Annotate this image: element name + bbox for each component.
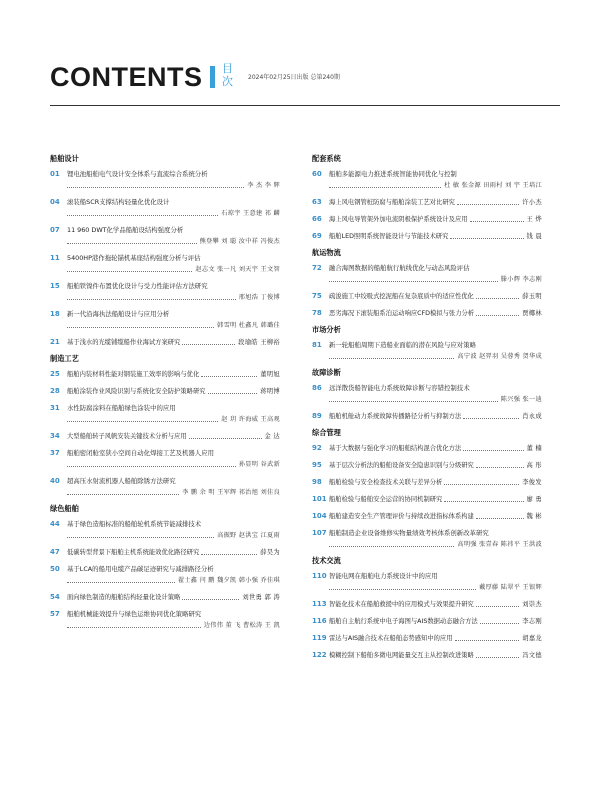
article-authors: 蒋明博 — [260, 388, 280, 395]
article-title: 基于绿色造船标准的船舶轮机系统节能减排技术 — [67, 520, 202, 528]
article-title: 滚装船SCR支撑结构轻量化优化设计 — [67, 198, 170, 206]
article-title: 船舶自主航行系统中电子海图与AIS数据动态融合方法 — [329, 618, 478, 625]
author-line — [67, 575, 280, 586]
section-heading: 故障诊断 — [312, 368, 341, 377]
article-title: 船舶检验与安全检查技术关联与差异分析 — [329, 479, 443, 486]
article-authors: 孙显明 谷武新 — [238, 461, 280, 468]
page-number: 40 — [50, 477, 60, 485]
article-title: 融合海图数据的船舶航行航线优化与动态风险评估 — [329, 264, 470, 272]
article-authors: 翟士鑫 闫 鹏 魏夕凯 韩小强 乔佳琪 — [177, 577, 280, 584]
article-authors: 刘世勇 郭 涛 — [242, 594, 280, 601]
section-heading: 技术交流 — [312, 556, 341, 565]
section-heading: 市场分析 — [312, 325, 341, 334]
dot-leader — [444, 500, 523, 502]
entry-line — [329, 599, 542, 610]
article-authors: 冯文德 — [522, 652, 542, 659]
article-title: 模糊控制下船舶多微电网能量交互主从控制改进策略 — [329, 652, 474, 659]
entry-line — [329, 197, 542, 208]
right-column — [312, 148, 542, 667]
article-title: 基于大数据与强化学习的船舶结构混合优化方法 — [329, 445, 462, 452]
entry-line — [329, 494, 542, 505]
entry-line — [329, 214, 542, 225]
toc-entry[interactable] — [312, 231, 542, 242]
page-number: 92 — [312, 444, 322, 452]
author-line — [67, 292, 280, 303]
toc-entry[interactable] — [50, 448, 280, 470]
author-line — [67, 264, 280, 275]
page-number: 66 — [312, 215, 322, 223]
dot-leader — [182, 598, 239, 600]
toc-entry[interactable] — [50, 253, 280, 275]
contents-header — [50, 58, 560, 98]
article-authors: 戴厚藤 陆翠平 王银辉 — [479, 584, 542, 591]
toc-entry[interactable] — [312, 460, 542, 471]
article-authors: 赵 玥 许海威 王高观 — [221, 416, 280, 423]
article-authors: 钱 晨 — [526, 233, 542, 240]
dot-leader — [201, 553, 257, 555]
toc-entry[interactable] — [312, 197, 542, 208]
article-title: 船舶建造安全生产管理评价与持续改进指标体系构建 — [329, 513, 474, 520]
author-line — [67, 530, 280, 541]
entry-line — [329, 616, 542, 627]
page-number: 122 — [312, 651, 327, 659]
dot-leader — [67, 581, 175, 583]
dot-leader — [476, 517, 524, 519]
dot-leader — [329, 186, 441, 188]
toc-entry[interactable] — [50, 431, 280, 442]
dot-leader — [67, 242, 197, 244]
article-title: 船舶LED照明系统智能设计与节能技术研究 — [329, 233, 449, 240]
article-authors: 熊登攀 刘 聪 汝中祥 冯俊杰 — [199, 238, 280, 245]
article-title: 11 960 DWT化学品船舶设结构强度分析 — [67, 226, 184, 234]
article-authors: 肖永成 — [522, 413, 542, 420]
section-heading: 配套系统 — [312, 154, 341, 163]
page-number: 78 — [312, 309, 322, 317]
article-title: 船舶机舱动力系统故障传播路径分析与抑制方法 — [329, 413, 462, 420]
article-title: 水性防腐涂料在船舶绿色涂装中的应用 — [67, 404, 176, 412]
section-heading: 航运物流 — [312, 248, 341, 257]
article-title: 5400HP港作拖轮锚机基座结构强度分析与评估 — [67, 254, 201, 262]
author-line — [329, 539, 542, 550]
page-number: 50 — [50, 565, 60, 573]
author-line — [67, 459, 280, 470]
dot-leader — [329, 400, 498, 402]
toc-entry[interactable] — [50, 547, 280, 558]
toc-entry[interactable] — [50, 386, 280, 397]
article-title: 锂电池船舶电气设计安全体系与直流综合系统分析 — [67, 170, 208, 178]
toc-entry[interactable] — [312, 633, 542, 644]
article-authors: 陈兴强 张一迪 — [500, 396, 542, 403]
page-number: 113 — [312, 600, 327, 608]
page-number: 37 — [50, 449, 60, 457]
page-number: 110 — [312, 572, 327, 580]
dot-leader — [457, 203, 519, 205]
article-authors: 段瑜皓 王柳裕 — [238, 339, 280, 346]
page-number: 75 — [312, 292, 322, 300]
toc-entry[interactable] — [50, 225, 280, 247]
article-authors: 薛昊为 — [260, 549, 280, 556]
page-number: 31 — [50, 404, 60, 412]
page-number: 86 — [312, 384, 322, 392]
article-title: 超高压水射流机器人船舶除锈方法研究 — [67, 477, 176, 485]
article-title: 船舶多能源电力推进系统智能协同优化与控制 — [329, 170, 457, 178]
dot-leader — [329, 280, 498, 282]
dot-leader — [67, 298, 236, 300]
article-title: 海上风电导管架外加电流阴极保护系统设计及应用 — [329, 216, 468, 223]
page-number: 25 — [50, 370, 60, 378]
toc-entry[interactable] — [50, 309, 280, 331]
article-title: 智能电网在船舶电力系统设计中的应用 — [329, 572, 438, 580]
author-line — [67, 236, 280, 247]
article-title: 智能化技术在船舶救援中的应用模式与效果提升研究 — [329, 601, 474, 608]
article-title: 船舶检验与船舶安全运营的协同机制研究 — [329, 496, 443, 503]
article-authors: 滕小辉 李志刚 — [500, 276, 542, 283]
toc-entry[interactable] — [50, 476, 280, 498]
entry-line — [329, 308, 542, 319]
toc-entry[interactable] — [50, 197, 280, 219]
author-line — [329, 394, 542, 405]
toc-entry[interactable] — [312, 477, 542, 488]
toc-entry[interactable] — [50, 609, 280, 631]
toc-entry[interactable] — [312, 214, 542, 225]
page-number: 98 — [312, 478, 322, 486]
article-authors: 刘崇杰 — [522, 601, 542, 608]
toc-entry[interactable] — [50, 519, 280, 541]
header-divider — [50, 105, 560, 106]
entry-line — [329, 511, 542, 522]
dot-leader — [67, 493, 179, 495]
article-authors: 高 彤 — [526, 462, 542, 469]
entry-line — [67, 431, 280, 442]
article-title: 新一代沿海执法船舶设计与应用分析 — [67, 310, 170, 318]
toc-entry[interactable] — [312, 650, 542, 661]
author-line — [67, 414, 280, 425]
entry-line — [329, 650, 542, 661]
article-authors: 赵志文 张一凡 刘天宇 王文智 — [195, 266, 280, 273]
page-number: 89 — [312, 412, 322, 420]
dot-leader — [67, 214, 218, 216]
article-title: 基于LCA的船用电缆产品碳足迹研究与减排路径分析 — [67, 565, 214, 573]
article-authors: 魏 彬 — [526, 513, 542, 520]
article-title: 船舶机械能效提升与绿色运维协同优化策略研究 — [67, 610, 202, 618]
chinese-title: 目次 — [222, 62, 233, 88]
page-number: 72 — [312, 264, 322, 272]
article-authors: 李 鹏 余 明 王军辉 祁治旭 刘佳良 — [182, 489, 280, 496]
entry-line — [67, 337, 280, 348]
dot-leader — [329, 357, 454, 359]
page-number: 11 — [50, 254, 60, 262]
page-number: 116 — [312, 617, 327, 625]
article-authors: 许小杰 — [522, 199, 542, 206]
article-authors: 高明强 张壹春 陈祎平 王洪波 — [457, 541, 542, 548]
author-line — [67, 320, 280, 331]
article-authors: 贾椰林 — [522, 310, 542, 317]
author-line — [329, 582, 542, 593]
page-number: 04 — [50, 198, 60, 206]
page-number: 34 — [50, 432, 60, 440]
page-number: 119 — [312, 634, 327, 642]
article-title: 大型船舶转子风帆安装关键技术分析与应用 — [67, 433, 187, 440]
issue-info: 2024年02月25日出版 总第240期 — [248, 74, 340, 81]
dot-leader — [480, 622, 520, 624]
article-title: 船舶内装材料性能对钢装施工效率的影响与优化 — [67, 371, 200, 378]
entry-line — [67, 386, 280, 397]
page-number: 104 — [312, 512, 327, 520]
page-number: 44 — [50, 520, 60, 528]
dot-leader — [476, 605, 519, 607]
toc-entry[interactable] — [312, 263, 542, 285]
article-authors: 高振野 赵洪宝 江夏雨 — [217, 532, 280, 539]
article-authors: 金 达 — [264, 433, 280, 440]
page-number: 54 — [50, 593, 60, 601]
entry-line — [329, 633, 542, 644]
entry-line — [329, 411, 542, 422]
dot-leader — [476, 656, 519, 658]
section-heading: 制造工艺 — [50, 354, 79, 363]
toc-entry[interactable] — [312, 511, 542, 522]
toc-entry[interactable] — [312, 291, 542, 302]
dot-leader — [329, 545, 454, 547]
article-authors: 高宁波 赵羿羽 吴蓉秀 贺华成 — [457, 353, 542, 360]
dot-leader — [201, 375, 257, 377]
page-number: 07 — [50, 226, 60, 234]
toc-entry[interactable] — [312, 494, 542, 505]
dot-leader — [67, 536, 214, 538]
toc-entry[interactable] — [50, 403, 280, 425]
article-authors: 廖 勇 — [526, 496, 542, 503]
section-heading: 船舶设计 — [50, 154, 79, 163]
entry-line — [67, 547, 280, 558]
article-title: 低碳转型背景下船舶主机系统能效优化路径研究 — [67, 549, 200, 556]
article-title: 远洋散货船智能电力系统故障诊断与容错控制技术 — [329, 384, 470, 392]
dot-leader — [476, 297, 519, 299]
dot-leader — [463, 417, 519, 419]
dot-leader — [67, 626, 201, 628]
toc-entry[interactable] — [50, 281, 280, 303]
toc-entry[interactable] — [312, 383, 542, 405]
entry-line — [329, 460, 542, 471]
entry-line — [67, 369, 280, 380]
article-title: 面向绿色制造的船舶结构轻量化设计策略 — [67, 594, 181, 601]
article-authors: 杜 敏 张金源 田雨村 刘 宇 王培江 — [444, 182, 542, 189]
article-authors: 李志刚 — [522, 618, 542, 625]
article-authors: 董 楠 — [526, 445, 542, 452]
article-authors: 李俊发 — [522, 479, 542, 486]
entry-line — [329, 291, 542, 302]
toc-entry[interactable] — [50, 592, 280, 603]
entry-line — [67, 592, 280, 603]
article-authors: 边伟伟 董 飞 曹松涛 王 凯 — [203, 622, 280, 629]
entry-line — [329, 477, 542, 488]
accent-bar — [210, 66, 215, 88]
toc-entry[interactable] — [312, 308, 542, 319]
toc-entry[interactable] — [312, 616, 542, 627]
article-title: 船舶制造企业设备维修实物量绩效考核体系创新改革研究 — [329, 529, 489, 537]
entry-line — [329, 443, 542, 454]
article-title: 恶劣海况下滚装船系泊运动响应CFD模拟与张力分析 — [329, 310, 475, 317]
page-number: 101 — [312, 495, 327, 503]
contents-heading: CONTENTS — [50, 62, 203, 92]
section-heading: 绿色船舶 — [50, 504, 79, 513]
toc-entry[interactable] — [312, 571, 542, 593]
page-number: 28 — [50, 387, 60, 395]
dot-leader — [463, 449, 523, 451]
dot-leader — [444, 483, 519, 485]
author-line — [67, 208, 280, 219]
dot-leader — [476, 466, 524, 468]
page-number: 95 — [312, 461, 322, 469]
dot-leader — [476, 314, 519, 316]
dot-leader — [329, 588, 476, 590]
entry-line — [329, 231, 542, 242]
article-authors: 石琼宇 王意建 祁 麟 — [221, 210, 280, 217]
dot-leader — [455, 639, 520, 641]
page-number: 69 — [312, 232, 322, 240]
article-title: 船舶铁镍件布置优化设计与受力性能评估方法研究 — [67, 282, 208, 290]
page-number: 60 — [312, 170, 322, 178]
page-number: 57 — [50, 610, 60, 618]
dot-leader — [182, 343, 235, 345]
author-line — [67, 180, 280, 191]
article-authors: 李 杰 李 辉 — [247, 182, 280, 189]
page-number: 47 — [50, 548, 60, 556]
article-authors: 邢旭浩 丁俊博 — [238, 294, 280, 301]
article-authors: 薛玉明 — [522, 293, 542, 300]
article-title: 海上风电钢管桩防腐与船舶涂装工艺对比研究 — [329, 199, 455, 206]
article-title: 基于浅水的光缆铺缆船作业海试方案研究 — [67, 339, 181, 346]
toc-entry[interactable] — [50, 169, 280, 191]
toc-entry[interactable] — [50, 337, 280, 348]
page-number: 21 — [50, 338, 60, 346]
section-heading: 综合管理 — [312, 428, 341, 437]
article-title: 船舶密闭舱室狭小空间自动化焊接工艺及机器人应用 — [67, 449, 214, 457]
article-title: 雷达与AIS融合技术在船舶态势感知中的应用 — [329, 635, 453, 642]
article-title: 新一轮船舶周期下造船业面临的潜在风险与应对策略 — [329, 341, 476, 349]
toc-entry[interactable] — [312, 528, 542, 550]
page-number: 63 — [312, 198, 322, 206]
toc-entry[interactable] — [50, 564, 280, 586]
dot-leader — [67, 465, 236, 467]
dot-leader — [450, 237, 523, 239]
author-line — [67, 487, 280, 498]
article-authors: 王 烨 — [526, 216, 542, 223]
author-line — [329, 351, 542, 362]
dot-leader — [470, 220, 524, 222]
toc-entry[interactable] — [312, 599, 542, 610]
author-line — [329, 180, 542, 191]
author-line — [329, 274, 542, 285]
article-title: 疏浚施工中绞吸式挖泥船在复杂底质中的适应性优化 — [329, 293, 474, 300]
dot-leader — [67, 186, 244, 188]
author-line — [67, 620, 280, 631]
dot-leader — [67, 326, 214, 328]
page-number: 18 — [50, 310, 60, 318]
article-title: 船舶涂装作业风险识别与系统化安全防护策略研究 — [67, 388, 206, 395]
page-number: 81 — [312, 341, 322, 349]
toc-entry[interactable] — [312, 411, 542, 422]
toc-entry[interactable] — [50, 369, 280, 380]
dot-leader — [189, 437, 262, 439]
dot-leader — [67, 270, 192, 272]
page-number: 15 — [50, 282, 60, 290]
page-number: 107 — [312, 529, 327, 537]
toc-entry[interactable] — [312, 169, 542, 191]
article-title: 基于层次分析法的船舶设备安全隐患识别与分级研究 — [329, 462, 474, 469]
toc-entry[interactable] — [312, 340, 542, 362]
page-number: 01 — [50, 170, 60, 178]
toc-entry[interactable] — [312, 443, 542, 454]
article-authors: 董明旭 — [260, 371, 280, 378]
article-authors: 韩雪明 杜鑫凡 韩璐佳 — [217, 322, 280, 329]
left-column — [50, 148, 280, 637]
dot-leader — [67, 420, 218, 422]
dot-leader — [208, 392, 258, 394]
article-authors: 胡嘉龙 — [522, 635, 542, 642]
